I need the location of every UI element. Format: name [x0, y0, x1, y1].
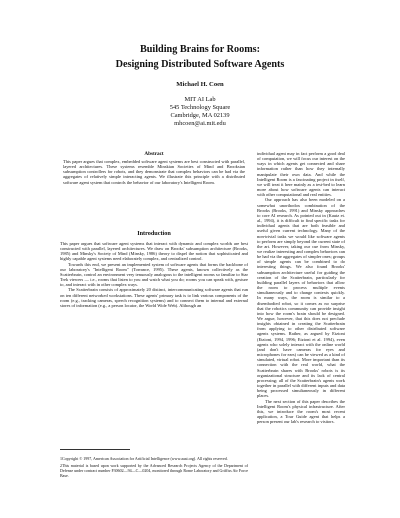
right-paragraph-1: individual agent may in fact perform a good deal of computation, we will focus our interest on the ways in which agents get connected and share information rather than how they internally manipulate their own data. And while the Intelligent Room is a fascinating project in itself, we will treat it here mainly as a test-bed to learn more about how software agents can interact with other computational and real entities. [257, 151, 345, 198]
author-email: mhcoen@ai.mit.edu [174, 120, 226, 127]
abstract-text: This paper argues that complex, embedded software agent systems are best constructed with parallel, layered architectures. These systems resemble Minskian Societies of Mind and Brooksian subsumption controllers for robots, and they demonstrate that complex behaviors can be had via the aggregates of relatively simple interacting agents. We illustrate this principle with a distributed software agent system that controls the behavior of our laboratory's Intelligent Room. [63, 159, 245, 185]
intro-paragraph-3: The Scatterbrain consists of approximately 20 distinct, intercommunicating software agents that run on ten different networked workstations. These agents' primary task is to link various components of the room (e.g., tracking cameras, speech recognition systems) and to connect them to internal and external stores of information (e.g., a person locator, the World Wide Web). Although an [60, 287, 248, 308]
introduction-heading: Introduction [137, 230, 171, 237]
footnote-copyright: 1Copyright © 1997, American Association for Artificial Intelligence (www.aaai.org). All rights reserved. [60, 456, 228, 461]
right-paragraph-3: The next section of this paper describes the Intelligent Room's physical infrastructure. After this, we introduce the room's most recent application, a Tour Guide agent that helps a person present our lab's research to visitors. [257, 398, 345, 425]
intro-paragraph-1: This paper argues that software agent systems that interact with dynamic and complex worlds are best constructed with parallel, layered architectures. We draw on Brooks' subsumption architecture (Brooks, 1985) and Minsky's Society of Mind (Minsky, 1986) theory to dispel the notion that sophisticated and highly capable agent systems need elaborately complex, and centralized control. [60, 241, 248, 262]
footnote-funding: 2This material is based upon work supported by the Advanced Research Projects Agency of the Department of Defense under contract number F30602—94—C—0204, monitored through Rome Laboratory and Griffiss Air Force Base. [60, 462, 248, 478]
right-column-body [257, 151, 345, 424]
author-affiliation-lab: MIT AI Lab [184, 96, 216, 103]
abstract-heading: Abstract [144, 151, 164, 157]
author-affiliation-street: 545 Technology Square [169, 104, 231, 111]
footnote-divider [60, 449, 130, 450]
paper-title-line-2: Designing Distributed Software Agents [115, 59, 285, 70]
paper-title-line-1: Building Brains for Rooms: [139, 44, 261, 55]
author-name: Michael H. Coen [176, 81, 224, 88]
introduction-body [60, 241, 248, 308]
footnotes [60, 457, 248, 481]
intro-paragraph-2: Towards this end, we present an implemented system of software agents that forms the backbone of our laboratory's "Intelligent Room" (Torrance, 1995). These agents, known collectively as the Scatterbrain, control an environment very tenuously analogous to the intelligent rooms so familiar to Star Trek viewers — i.e., rooms that listen to you and watch what you do; rooms you can speak with, gesture to, and interact with in other complex ways. [60, 261, 248, 288]
abstract-body [63, 159, 245, 185]
author-affiliation-city: Cambridge, MA 02139 [170, 112, 230, 119]
right-paragraph-2: Our approach has also been modeled on a somewhat unorthodox combination of the Brooks (Brooks, 1991) and Minsky approaches to core AI research. As pointed out in (Kautz et. al., 1994), it is difficult to find specific tasks for individual agents that are both feasible and useful given current technology. Many of the non-trivial tasks we would like software agents to perform are simply beyond the current state of the art. However, taking our cue from Minsky, we realize interesting and complex behaviors can be had via the aggregates of simpler ones; groups of simple agents can be combined to do interesting things. We also found Brooks' subsumption architecture useful for guiding the creation of the Scatterbrain, particularly for building parallel layers of behaviors that allow the room to process multiple events simultaneously and to change contexts quickly. In many ways, the room is similar to a disembodied robot, so it comes as no surprise that the robotics community can provide insight into how the room's brain should be designed. We argue, however, that this does not preclude insights obtained in creating the Scatterbrain from applying to other distributed software agents systems. Rather, as argued by Etzioni (Etzioni, 1994, 1996; Etzioni et al. 1994), even agents who solely interact with the online world (and don't have cameras for eyes and microphones for ears) can be viewed as a kind of simulated, virtual robot. More important than its connection with the real world, what the Scatterbrain shares with Brooks' robots is its organizational structure and its lack of central processing; all of the Scatterbrain's agents work together in parallel with different inputs and data being processed simultaneously in different places. [257, 197, 345, 399]
